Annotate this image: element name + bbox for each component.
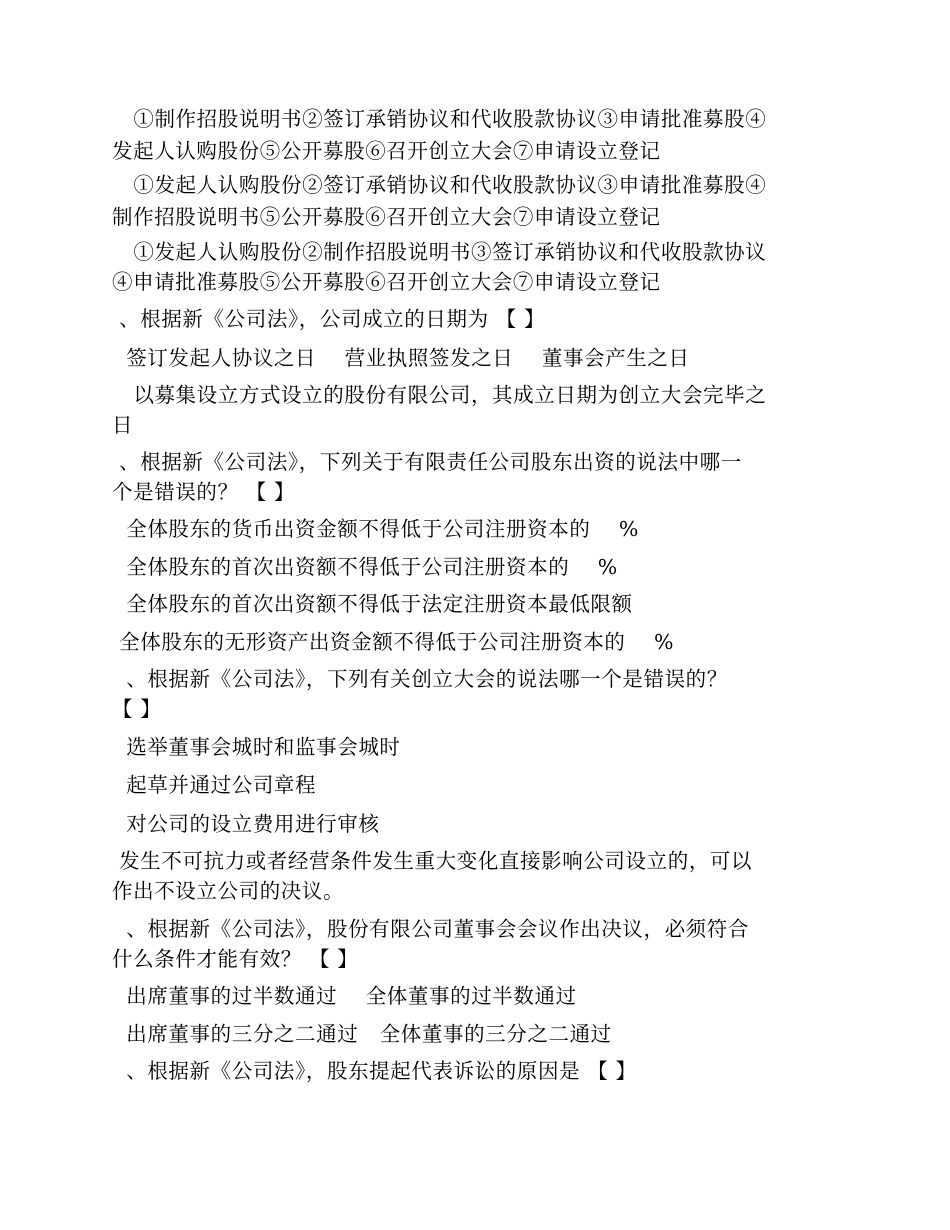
text-line-14: 全体股东的首次出资额不得低于公司注册资本的 % [112,555,618,579]
text-line-24: 、根据新《公司法》，股份有限公司董事会会议作出决议，必须符合 [112,917,749,941]
text-line-11: 、根据新《公司法》，下列关于有限责任公司股东出资的说法中哪一 [112,450,742,474]
text-line-1: ①制作招股说明书②签订承销协议和代收股款协议③申请批准募股④ [112,107,767,131]
text-line-12: 个是错误的？ 【 】 [112,480,296,504]
text-line-13: 全体股东的货币出资金额不得低于公司注册资本的 % [112,517,639,541]
text-line-23: 作出不设立公司的决议。 [112,879,345,903]
text-line-27: 出席董事的三分之二通过 全体董事的三分之二通过 [112,1022,612,1046]
text-line-5: ①发起人认购股份②制作招股说明书③签订承销协议和代收股款协议 [112,240,767,264]
text-line-25: 什么条件才能有效？ 【 】 [112,947,359,971]
text-line-18: 【 】 [112,697,162,721]
text-line-16: 全体股东的无形资产出资金额不得低于公司注册资本的 % [112,630,675,654]
text-line-17: 、根据新《公司法》，下列有关创立大会的说法哪一个是错误的？ [112,667,728,691]
text-line-26: 出席董事的过半数通过 全体董事的过半数通过 [112,984,577,1008]
text-line-4: 制作招股说明书⑤公开募股⑥召开创立大会⑦申请设立登记 [112,205,661,229]
text-line-15: 全体股东的首次出资额不得低于法定注册资本最低限额 [112,592,633,616]
text-line-2: 发起人认购股份⑤公开募股⑥召开创立大会⑦申请设立登记 [112,139,661,163]
text-line-19: 选举董事会城时和监事会城时 [112,735,401,759]
text-line-22: 发生不可抗力或者经营条件发生重大变化直接影响公司设立的，可以 [112,849,753,873]
text-line-8: 签订发起人协议之日 营业执照签发之日 董事会产生之日 [112,346,690,370]
text-line-28: 、根据新《公司法》，股东提起代表诉讼的原因是 【 】 [112,1059,637,1083]
text-line-10: 日 [112,413,134,437]
text-line-6: ④申请批准募股⑤公开募股⑥召开创立大会⑦申请设立登记 [112,270,661,294]
text-line-3: ①发起人认购股份②签订承销协议和代收股款协议③申请批准募股④ [112,173,767,197]
text-line-7: 、根据新《公司法》，公司成立的日期为 【 】 [112,307,546,331]
text-line-9: 以募集设立方式设立的股份有限公司，其成立日期为创立大会完毕之 [112,383,767,407]
text-line-20: 起草并通过公司章程 [112,773,317,797]
text-line-21: 对公司的设立费用进行审核 [112,812,380,836]
